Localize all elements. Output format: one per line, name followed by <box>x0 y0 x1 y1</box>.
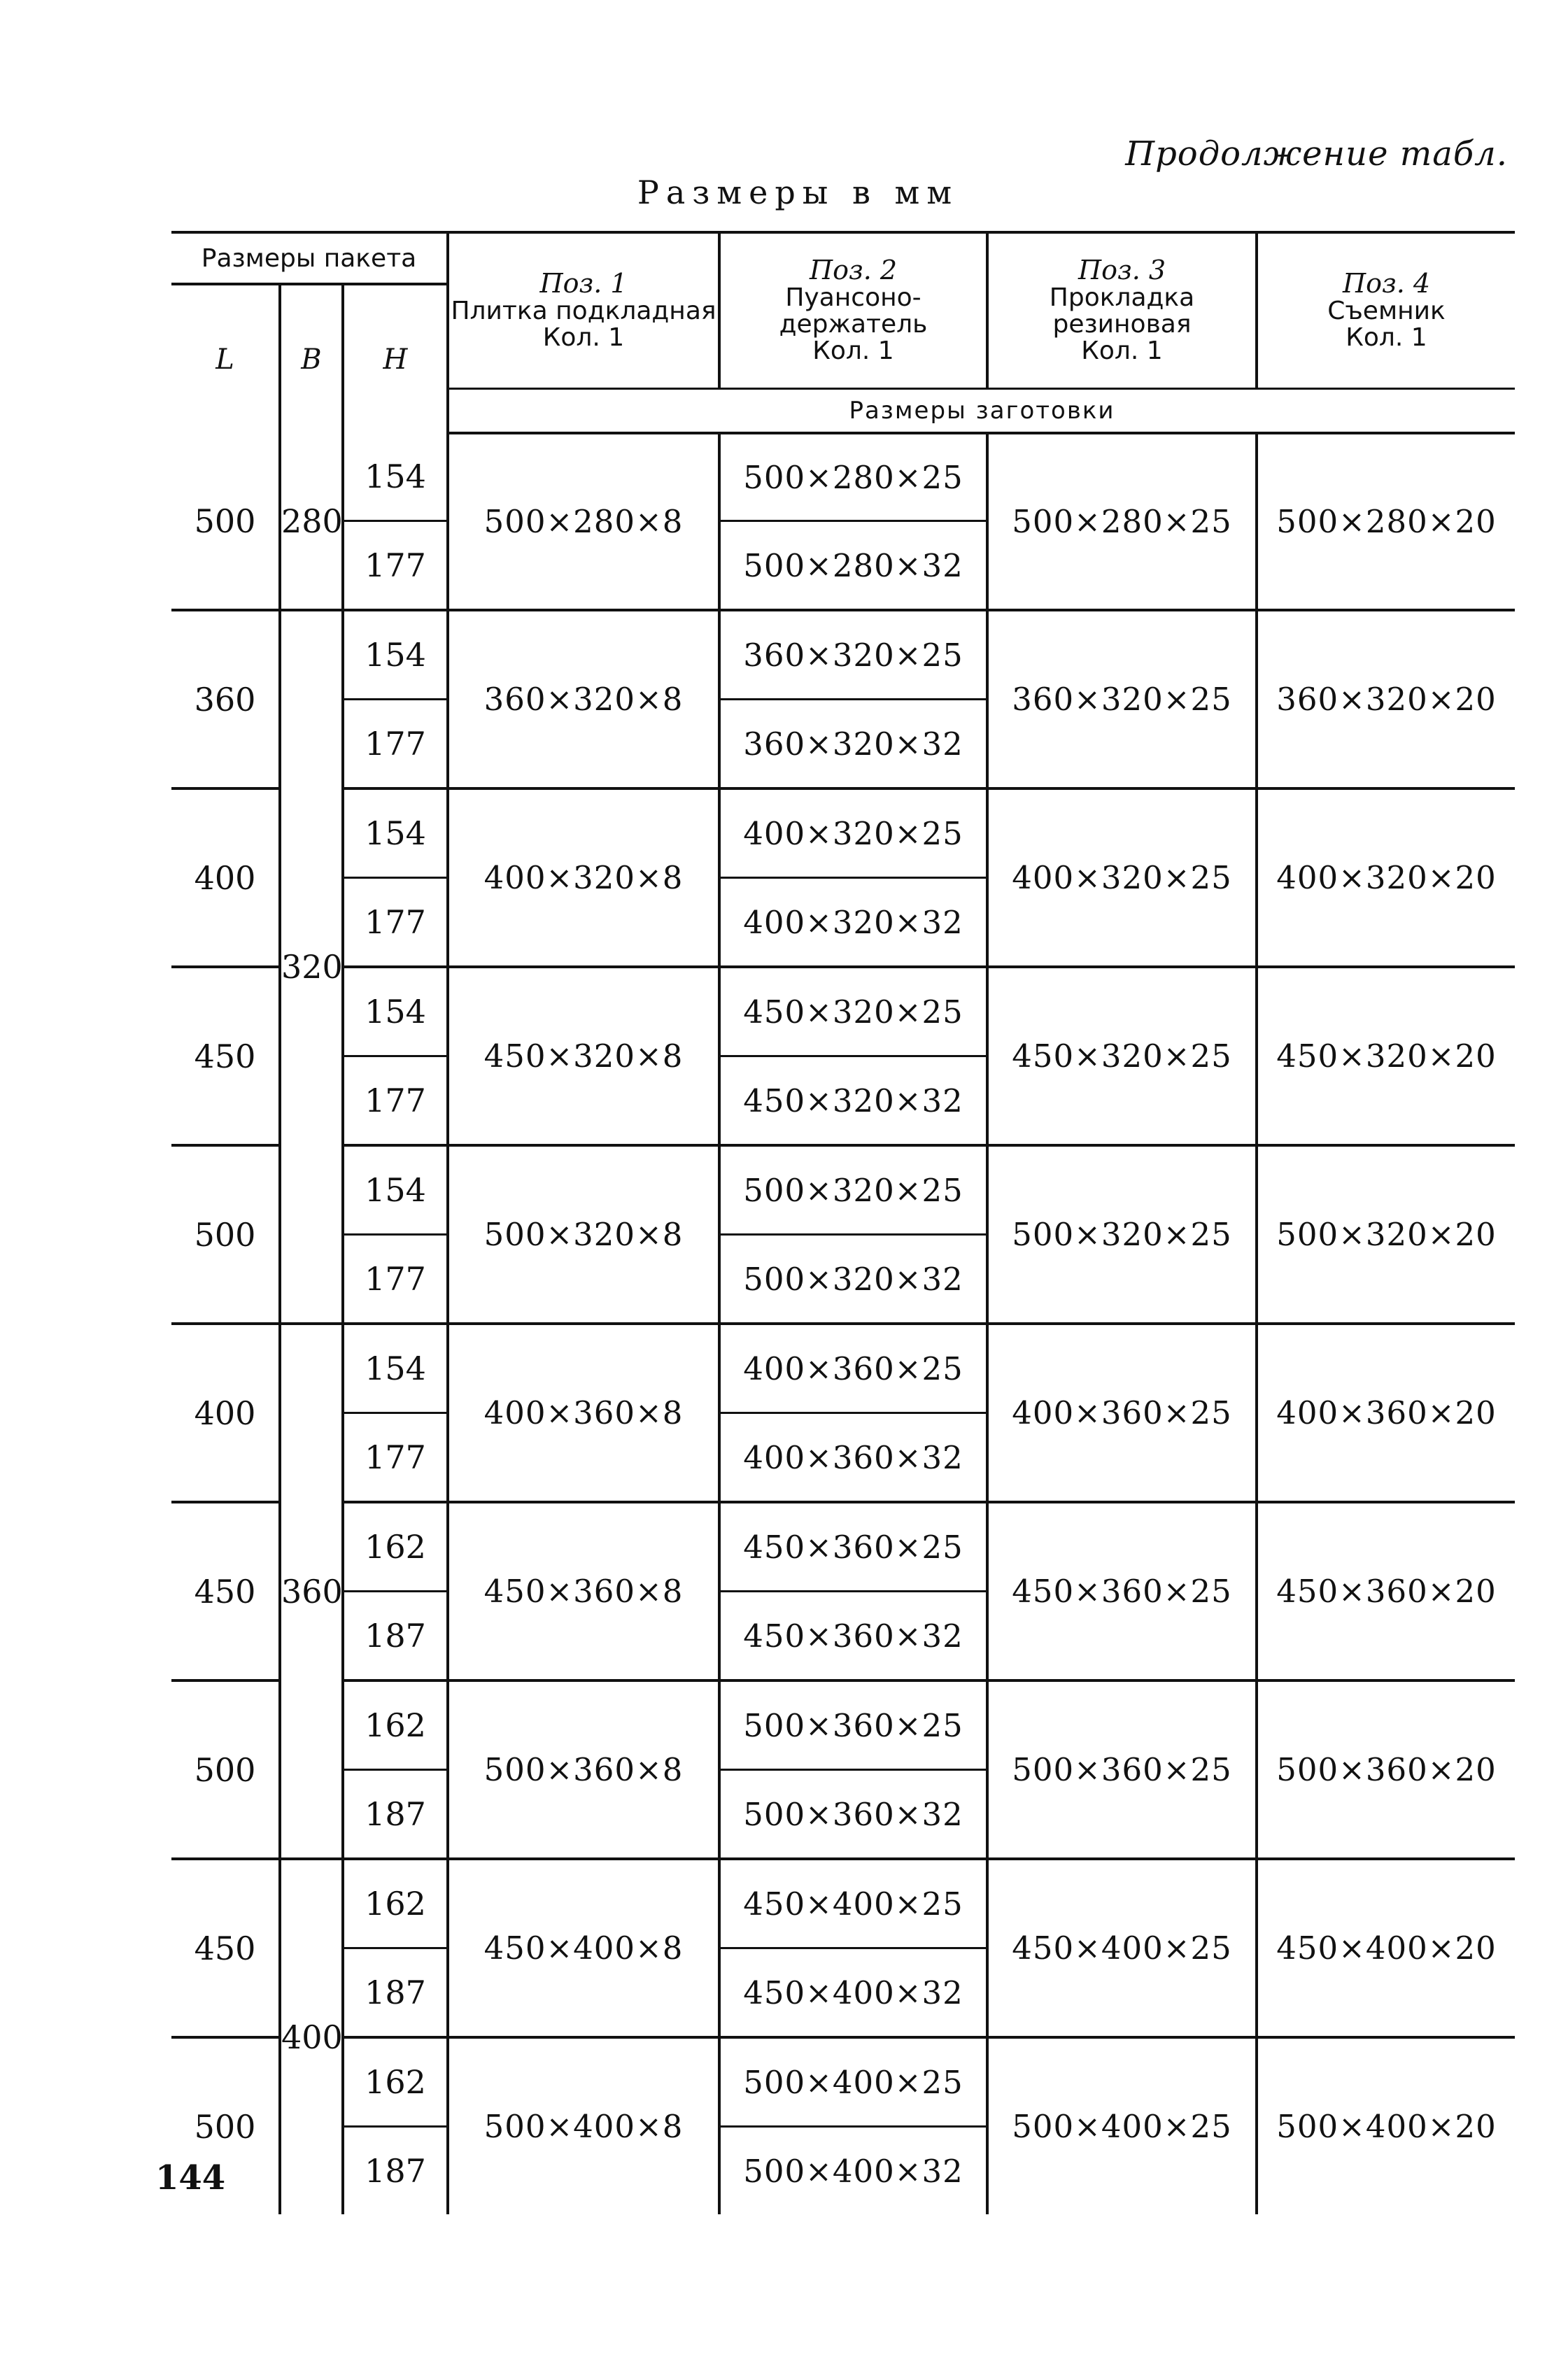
row-4-pos2-a: 450×320×25 <box>719 967 987 1056</box>
row-7-H-2: 187 <box>343 1592 448 1681</box>
row-2-pos2-b: 360×320×32 <box>719 700 987 789</box>
row-9-pos3: 450×400×25 <box>987 1859 1257 2037</box>
pos3-qty: Кол. 1 <box>1081 336 1163 365</box>
row-7-pos4: 450×360×20 <box>1257 1502 1515 1680</box>
page-number: 144 <box>155 2158 226 2197</box>
row-1-L: 500 <box>171 433 280 610</box>
row-3-L: 400 <box>171 788 280 967</box>
row-10-H-1: 162 <box>343 2037 448 2127</box>
row-9-H-1: 162 <box>343 1859 448 1948</box>
row-8-pos2-b: 500×360×32 <box>719 1770 987 1860</box>
row-1-pos1: 500×280×8 <box>448 433 719 610</box>
row-8-pos1: 500×360×8 <box>448 1680 719 1859</box>
row-1-pos4: 500×280×20 <box>1257 433 1515 610</box>
row-10-pos2-a: 500×400×25 <box>719 2037 987 2127</box>
row-5-pos3: 500×320×25 <box>987 1145 1257 1324</box>
pos1-qty: Кол. 1 <box>542 323 625 352</box>
col-H-header: H <box>343 284 448 433</box>
row-7-pos3: 450×360×25 <box>987 1502 1257 1680</box>
row-5-pos2-b: 500×320×32 <box>719 1235 987 1324</box>
row-6-pos3: 400×360×25 <box>987 1324 1257 1502</box>
col-B-header: B <box>280 284 343 433</box>
row-3-H-1: 154 <box>343 788 448 878</box>
col-L-header: L <box>216 343 234 376</box>
pos1-name: Плитка подкладная <box>451 297 716 326</box>
pos2-qty: Кол. 1 <box>812 336 894 365</box>
row-5-pos4: 500×320×20 <box>1257 1145 1515 1324</box>
row-4-H-1: 154 <box>343 967 448 1056</box>
blank-sizes-header: Размеры заготовки <box>448 389 1515 434</box>
row-2-H-2: 177 <box>343 700 448 789</box>
row-5-pos2-a: 500×320×25 <box>719 1145 987 1235</box>
row-4-H-2: 177 <box>343 1056 448 1146</box>
pos1-header <box>448 232 719 389</box>
row-10-pos2-b: 500×400×32 <box>719 2127 987 2215</box>
row-7-pos1: 450×360×8 <box>448 1502 719 1680</box>
units-label: Размеры в мм <box>637 174 959 211</box>
row-10-pos4: 500×400×20 <box>1276 2108 1497 2145</box>
row-10-L: 500 <box>194 2107 256 2146</box>
row-7-H-1: 162 <box>343 1502 448 1592</box>
row-6-H-1: 154 <box>343 1324 448 1413</box>
row-8-H-1: 162 <box>343 1680 448 1770</box>
row-9-pos4: 450×400×20 <box>1257 1859 1515 2037</box>
row-9-pos1: 450×400×8 <box>448 1859 719 2037</box>
row-3-pos2-b: 400×320×32 <box>719 878 987 968</box>
row-3-pos1: 400×320×8 <box>448 788 719 967</box>
row-3-H-2: 177 <box>343 878 448 968</box>
pos4-qty: Кол. 1 <box>1345 323 1427 352</box>
row-6-L: 400 <box>171 1324 280 1502</box>
row-8-pos3: 500×360×25 <box>987 1680 1257 1859</box>
row-8-H-2: 187 <box>343 1770 448 1860</box>
row-2-5-B: 320 <box>280 610 343 1324</box>
row-3-pos2-a: 400×320×25 <box>719 788 987 878</box>
row-2-pos3: 360×320×25 <box>987 610 1257 788</box>
continuation-label: Продолжение табл. <box>1125 134 1508 174</box>
row-5-H-1: 154 <box>343 1145 448 1235</box>
pos2-name: Пуансоно-держатель <box>779 283 928 339</box>
row-2-pos1: 360×320×8 <box>448 610 719 788</box>
pos4-name: Съемник <box>1327 297 1446 326</box>
row-9-L: 450 <box>171 1859 280 2037</box>
row-7-L: 450 <box>171 1502 280 1680</box>
row-1-pos2-a: 500×280×25 <box>719 433 987 521</box>
row-2-H-1: 154 <box>343 610 448 700</box>
row-5-H-2: 177 <box>343 1235 448 1324</box>
row-6-8-B: 360 <box>280 1324 343 1859</box>
row-1-B: 280 <box>280 433 343 610</box>
row-8-pos4: 500×360×20 <box>1257 1680 1515 1859</box>
spec-table <box>171 231 1515 2214</box>
row-4-pos1: 450×320×8 <box>448 967 719 1145</box>
row-9-10-B: 400 <box>280 1859 343 2214</box>
row-6-pos2-b: 400×360×32 <box>719 1413 987 1503</box>
pos1-number: Поз. 1 <box>539 268 628 299</box>
row-2-L: 360 <box>171 610 280 788</box>
row-8-L: 500 <box>171 1680 280 1859</box>
row-4-pos4: 450×320×20 <box>1257 967 1515 1145</box>
row-1-H-2: 177 <box>343 521 448 611</box>
row-4-pos2-b: 450×320×32 <box>719 1056 987 1146</box>
row-6-H-2: 177 <box>343 1413 448 1503</box>
row-6-pos2-a: 400×360×25 <box>719 1324 987 1413</box>
row-8-pos2-a: 500×360×25 <box>719 1680 987 1770</box>
row-10-H-2: 187 <box>343 2127 448 2215</box>
row-6-pos4: 400×360×20 <box>1257 1324 1515 1502</box>
row-10-pos1: 500×400×8 <box>448 2037 719 2214</box>
pos4-header <box>1257 232 1515 389</box>
row-9-pos2-b: 450×400×32 <box>719 1948 987 2038</box>
row-5-pos1: 500×320×8 <box>448 1145 719 1324</box>
row-7-pos2-b: 450×360×32 <box>719 1592 987 1681</box>
pos3-header <box>987 232 1257 389</box>
row-3-pos4: 400×320×20 <box>1257 788 1515 967</box>
row-10-pos3: 500×400×25 <box>987 2037 1257 2214</box>
pos2-header <box>719 232 987 389</box>
row-6-pos1: 400×360×8 <box>448 1324 719 1502</box>
pos4-number: Поз. 4 <box>1342 268 1431 299</box>
row-9-pos2-a: 450×400×25 <box>719 1859 987 1948</box>
row-5-L: 500 <box>171 1145 280 1324</box>
package-sizes-header: Размеры пакета <box>171 232 448 284</box>
row-2-pos2-a: 360×320×25 <box>719 610 987 700</box>
row-2-pos4: 360×320×20 <box>1257 610 1515 788</box>
row-4-L: 450 <box>171 967 280 1145</box>
row-1-pos2-b: 500×280×32 <box>719 521 987 611</box>
row-1-pos3: 500×280×25 <box>987 433 1257 610</box>
row-9-H-2: 187 <box>343 1948 448 2038</box>
row-3-pos3: 400×320×25 <box>987 788 1257 967</box>
row-7-pos2-a: 450×360×25 <box>719 1502 987 1592</box>
pos2-number: Поз. 2 <box>809 255 898 286</box>
row-4-pos3: 450×320×25 <box>987 967 1257 1145</box>
pos3-number: Поз. 3 <box>1078 255 1166 286</box>
row-1-H-1: 154 <box>343 433 448 521</box>
pos3-name: Прокладка резиновая <box>1049 283 1195 339</box>
